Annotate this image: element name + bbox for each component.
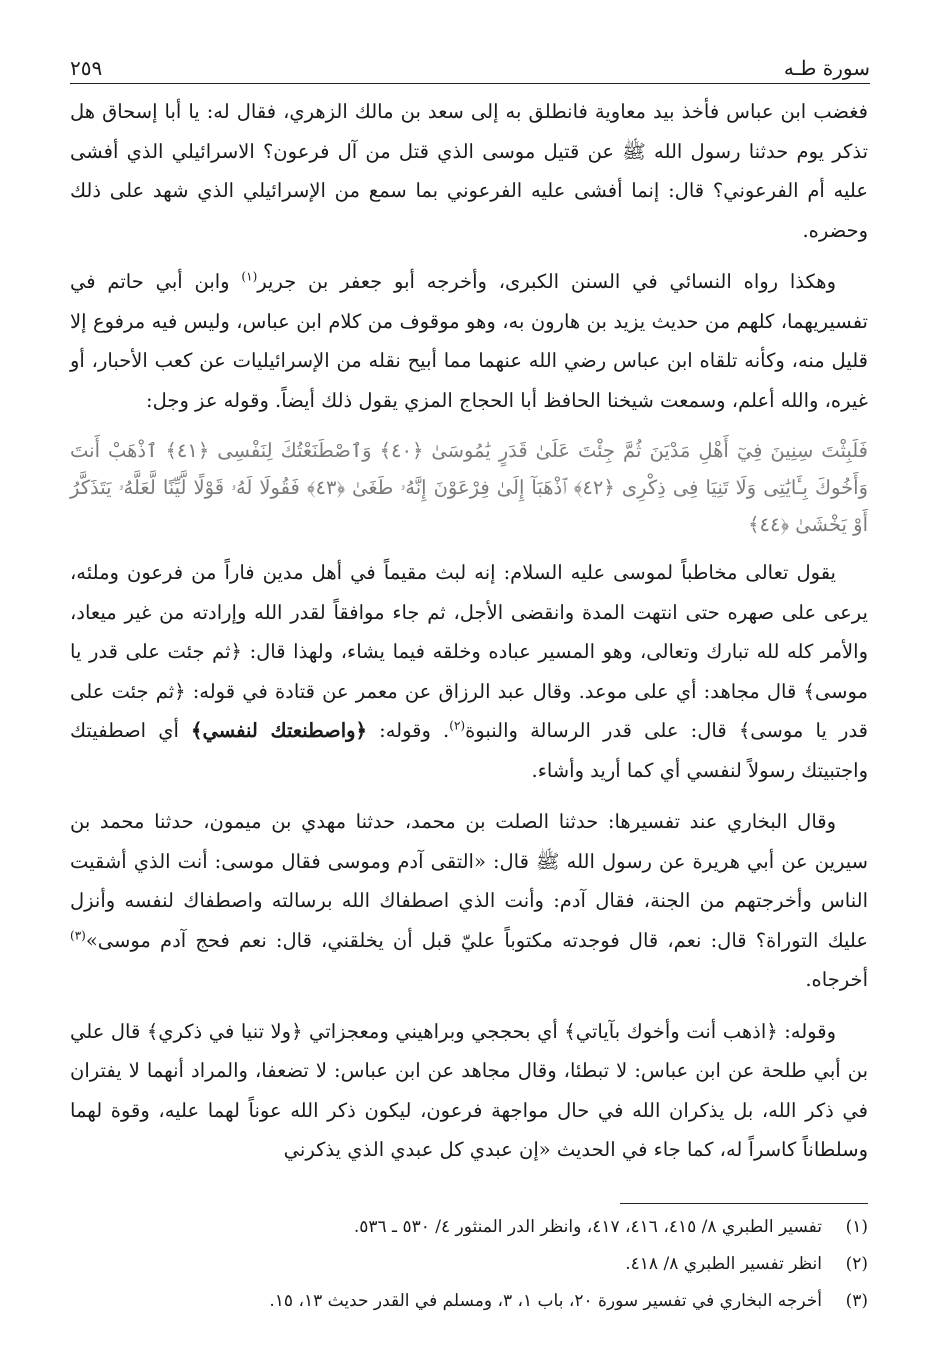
footnote-rule (620, 1203, 868, 1204)
footnote-number: (١) (845, 1217, 868, 1237)
footnote-item (70, 1212, 868, 1243)
paragraph (70, 262, 868, 420)
footnote-ref[interactable]: (١) (241, 269, 258, 284)
footnote-text: انظر تفسير الطبري ٨/ ٤١٨. (625, 1254, 822, 1274)
paragraph (70, 802, 868, 1000)
footnotes (70, 1212, 868, 1323)
footnote-text: تفسير الطبري ٨/ ٤١٥، ٤١٦، ٤١٧، وانظر الدر المنثور ٤/ ٥٣٠ ـ ٥٣٦. (353, 1217, 822, 1237)
page-number: ٢٥٩ (70, 56, 103, 80)
footnote-text: أخرجه البخاري في تفسير سورة ٢٠، باب ١، ٣، ومسلم في القدر حديث ١٣، ١٥. (269, 1291, 822, 1311)
paragraph-text: أي اصطفيتك واجتبيتك رسولاً لنفسي أي كما أريد وأشاء. (70, 719, 868, 782)
running-header (70, 50, 870, 84)
footnote-number: (٣) (845, 1291, 868, 1311)
main-text (70, 92, 868, 1182)
footnote-item (70, 1249, 868, 1280)
paragraph-text: يقول تعالى مخاطباً لموسى عليه السلام: إنه لبث مقيماً في أهل مدين فاراً من فرعون وملئه، يرعى على صهره حتى انتهت المدة وانقضى الأجل، ثم جاء موافقاً لقدر الله وإرادته من غير ميعاد، والأمر كله لله تبارك وتعالى، وهو المسير عباده وخلقه فيما يشاء، ولهذا قال: ﴿ثم جئت على قدر يا موسى﴾ قال مجاهد: أي على موعد. وقال عبد الرزاق عن معمر عن قتادة في قوله: ﴿ثم جئت على قدر يا موسى﴾ قال: على قدر الرسالة والنبوة (70, 561, 869, 742)
paragraph: وقوله: ﴿اذهب أنت وأخوك بآياتي﴾ أي بحججي وبراهيني ومعجزاتي ﴿ولا تنيا في ذكري﴾ قال علي بن أبي طلحة عن ابن عباس: لا تبطئا، وقال مجاهد عن ابن عباس: لا تضعفا، والمراد أنهما لا يفتران في ذكر الله، بل يذكران الله في حال مواجهة فرعون، ليكون ذكر الله عوناً لهما عليه، وقوة لهما وسلطاناً كاسراً له، كما جاء في الحديث «إن عبدي كل عبدي الذي يذكرني (70, 1019, 868, 1161)
paragraph-text: أخرجاه. (805, 968, 868, 991)
paragraph (70, 553, 868, 790)
paragraph-text: . وقوله: (366, 719, 450, 742)
paragraph-text: وقال البخاري عند تفسيرها: حدثنا الصلت بن محمد، حدثنا مهدي بن ميمون، حدثنا محمد بن سيرين عن أبي هريرة عن رسول الله ﷺ قال: «التقى آدم وموسى فقال موسى: أنت الذي أشقيت الناس وأخرجتهم من الجنة، فقال آدم: وأنت الذي اصطفاك الله برسالته واصطفاك لنفسه وأنزل عليك التوراة؟ قال: نعم، قال فوجدته مكتوباً عليّ قبل أن يخلقني، قال: نعم فحج آدم موسى» (70, 810, 868, 952)
footnote-number: (٢) (845, 1254, 868, 1274)
quran-quote-bold: ﴿واصطنعتك لنفسي﴾ (191, 719, 367, 742)
paragraph-text: وابن أبي حاتم في تفسيريهما، كلهم من حديث يزيد بن هارون به، وهو موقوف من كلام ابن عباس، وليس فيه مرفوع إلا قليل منه، وكأنه تلقاه ابن عباس رضي الله عنهما مما أبيح نقله من الإسرائيليات عن كعب الأحبار، أو غيره، والله أعلم، وسمعت شيخنا الحافظ أبا الحجاج المزي يقول ذلك أيضاً. وقوله عز وجل: (70, 270, 868, 412)
footnote-item (70, 1286, 868, 1317)
quran-verses: فَلَبِثْتَ سِنِينَ فِيٓ أَهْلِ مَدْيَنَ ثُمَّ جِئْتَ عَلَىٰ قَدَرٍ يَٰمُوسَىٰ ﴿٤٠﴾ وَٱصْطَنَعْتُكَ لِنَفْسِى ﴿٤١﴾ ٱذْهَبْ أَنتَ وَأَخُوكَ بِـَٔايَٰتِى وَلَا تَنِيَا فِى ذِكْرِى ﴿٤٢﴾ ٱذْهَبَآ إِلَىٰ فِرْعَوْنَ إِنَّهُۥ طَغَىٰ ﴿٤٣﴾ فَقُولَا لَهُۥ قَوْلًا لَّيِّنًا لَّعَلَّهُۥ يَتَذَكَّرُ أَوْ يَخْشَىٰ ﴿٤٤﴾ (70, 439, 869, 536)
footnote-ref[interactable]: (٢) (449, 718, 466, 733)
header-rule (70, 83, 870, 84)
paragraph-text: وهكذا رواه النسائي في السنن الكبرى، وأخرجه أبو جعفر بن جرير (257, 270, 836, 293)
footnote-ref[interactable]: (٣) (70, 928, 86, 942)
paragraph: فغضب ابن عباس فأخذ بيد معاوية فانطلق به إلى سعد بن مالك الزهري، فقال له: يا أبا إسحاق هل تذكر يوم حدثنا رسول الله ﷺ عن قتيل موسى الذي قتل من آل فرعون؟ الاسرائيلي الذي أفشى عليه أم الفرعوني؟ قال: إنما أفشى عليه الفرعوني بما سمع من الإسرائيلي الذي شهد على ذلك وحضره. (70, 100, 868, 242)
surah-title: سورة طـه (783, 56, 870, 80)
